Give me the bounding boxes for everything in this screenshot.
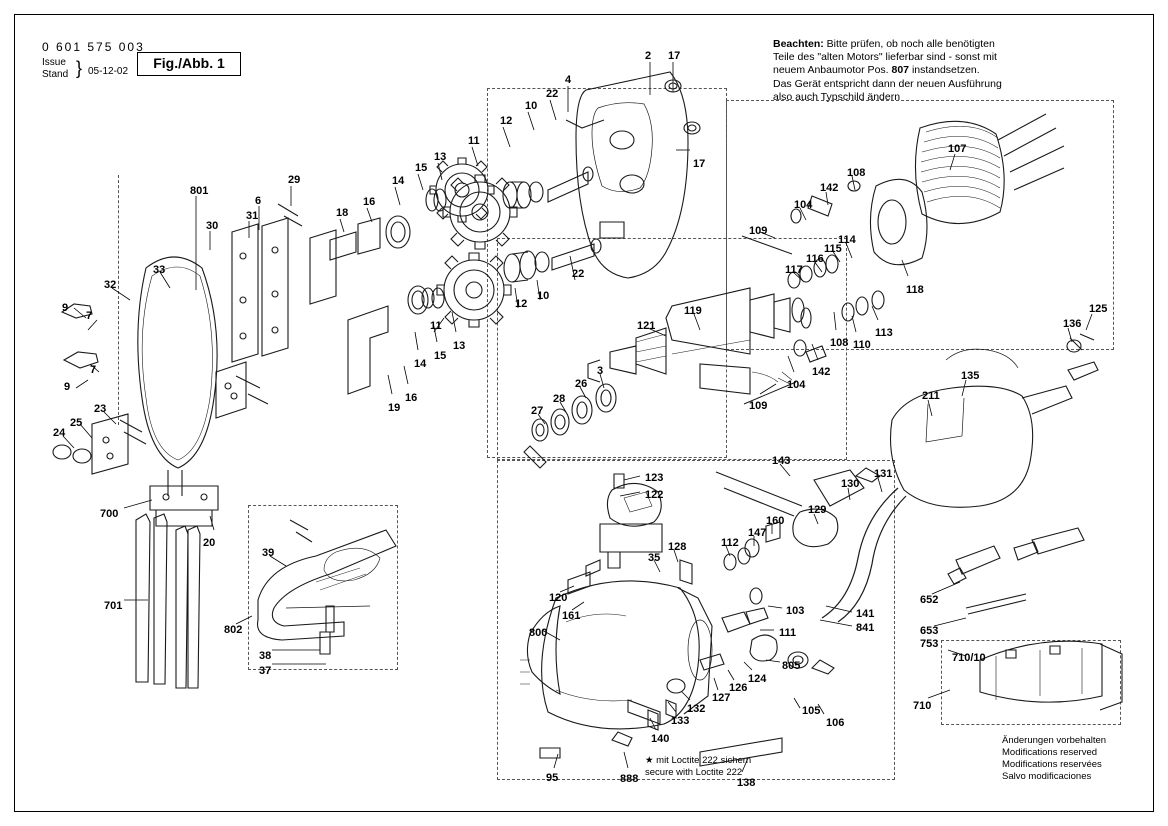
group-box-lower bbox=[497, 460, 895, 780]
part-number: 0 601 575 003 bbox=[42, 40, 145, 54]
callout-number: 106 bbox=[826, 717, 845, 729]
callout-number: 841 bbox=[856, 622, 875, 634]
group-box-left bbox=[118, 175, 119, 425]
callout-number: 10 bbox=[537, 290, 550, 302]
group-box-motor-upper bbox=[487, 88, 488, 458]
callout-number: 29 bbox=[288, 174, 301, 186]
callout-number: 109 bbox=[749, 400, 768, 412]
legal-notice: Änderungen vorbehalten Modifications reserved Modifications reservées Salvo modificaciones bbox=[1002, 735, 1107, 782]
callout-number: 11 bbox=[430, 320, 442, 332]
callout-number: 30 bbox=[206, 220, 219, 232]
callout-number: 136 bbox=[1063, 318, 1082, 330]
callout-number: 161 bbox=[562, 610, 581, 622]
callout-number: 121 bbox=[637, 320, 656, 332]
callout-number: 22 bbox=[572, 268, 585, 280]
callout-number: 16 bbox=[405, 392, 418, 404]
callout-number: 801 bbox=[190, 185, 209, 197]
callout-number: 710/10 bbox=[952, 652, 986, 664]
callout-number: 32 bbox=[104, 279, 117, 291]
callout-number: 110 bbox=[853, 339, 871, 351]
callout-number: 710 bbox=[913, 700, 932, 712]
callout-number: 211 bbox=[922, 390, 940, 402]
callout-number: 117 bbox=[785, 264, 803, 276]
callout-number: 14 bbox=[414, 358, 427, 370]
callout-number: 107 bbox=[948, 143, 967, 155]
callout-number: 6 bbox=[255, 195, 262, 207]
callout-number: 800 bbox=[529, 627, 548, 639]
callout-number: 26 bbox=[575, 378, 588, 390]
callout-number: 133 bbox=[671, 715, 690, 727]
callout-number: 35 bbox=[648, 552, 661, 564]
note-block: Beachten: Bitte prüfen, ob noch alle benötigten Teile des "alten Motors" lieferbar sind - sonst mit neuem Anbaumotor Pos. 807 instandsetzen. Das Gerät entspricht dann der neuen Ausführung also auch Typschild ändern bbox=[773, 38, 1002, 103]
callout-number: 104 bbox=[787, 379, 806, 391]
callout-number: 128 bbox=[668, 541, 687, 553]
callout-number: 103 bbox=[786, 605, 805, 617]
callout-number: 142 bbox=[812, 366, 831, 378]
callout-number: 124 bbox=[748, 673, 767, 685]
callout-number: 142 bbox=[820, 182, 839, 194]
callout-number: 802 bbox=[224, 624, 243, 636]
callout-number: 18 bbox=[336, 207, 349, 219]
callout-number: 28 bbox=[553, 393, 566, 405]
callout-number: 120 bbox=[549, 592, 568, 604]
callout-number: 12 bbox=[515, 298, 528, 310]
callout-number: 11 bbox=[468, 135, 480, 147]
callout-number: 7 bbox=[86, 310, 93, 322]
callout-number: 108 bbox=[830, 337, 849, 349]
callout-number: 700 bbox=[100, 508, 119, 520]
callout-number: 126 bbox=[729, 682, 748, 694]
callout-number: 129 bbox=[808, 504, 827, 516]
callout-number: 116 bbox=[806, 253, 824, 265]
callout-number: 652 bbox=[920, 594, 939, 606]
callout-number: 653 bbox=[920, 625, 939, 637]
callout-number: 25 bbox=[70, 417, 83, 429]
callout-number: 122 bbox=[645, 489, 664, 501]
callout-number: 135 bbox=[961, 370, 980, 382]
callout-number: 119 bbox=[684, 305, 702, 317]
issue-brace: } bbox=[76, 58, 83, 78]
callout-number: 24 bbox=[53, 427, 66, 439]
callout-number: 888 bbox=[620, 773, 639, 785]
callout-number: 19 bbox=[388, 402, 401, 414]
callout-number: 15 bbox=[434, 350, 447, 362]
callout-number: 143 bbox=[772, 455, 791, 467]
callout-number: 114 bbox=[838, 234, 856, 246]
callout-number: 112 bbox=[721, 537, 739, 549]
issue-date: 05-12-02 bbox=[88, 66, 129, 77]
callout-number: 17 bbox=[693, 158, 706, 170]
callout-number: 37 bbox=[259, 665, 272, 677]
callout-number: 33 bbox=[153, 264, 166, 276]
group-box-field bbox=[726, 100, 1114, 350]
callout-number: 109 bbox=[749, 225, 768, 237]
group-box-blades bbox=[248, 505, 398, 670]
callout-number: 131 bbox=[874, 468, 893, 480]
loctite-note: ★ mit Loctite 222 sichern secure with Loctite 222 bbox=[645, 755, 752, 778]
callout-number: 2 bbox=[645, 50, 652, 62]
callout-number: 141 bbox=[856, 608, 875, 620]
callout-number: 22 bbox=[546, 88, 559, 100]
callout-number: 7 bbox=[90, 364, 97, 376]
callout-number: 95 bbox=[546, 772, 559, 784]
callout-number: 3 bbox=[597, 365, 604, 377]
callout-number: 9 bbox=[62, 302, 69, 314]
callout-number: 12 bbox=[500, 115, 513, 127]
callout-number: 125 bbox=[1089, 303, 1108, 315]
callout-number: 16 bbox=[363, 196, 376, 208]
callout-number: 805 bbox=[782, 660, 801, 672]
callout-number: 15 bbox=[415, 162, 428, 174]
callout-number: 123 bbox=[645, 472, 664, 484]
callout-number: 27 bbox=[531, 405, 544, 417]
callout-number: 111 bbox=[779, 627, 797, 639]
callout-number: 140 bbox=[651, 733, 670, 745]
callout-number: 31 bbox=[246, 210, 259, 222]
callout-number: 17 bbox=[668, 50, 681, 62]
callout-number: 130 bbox=[841, 478, 860, 490]
callout-number: 138 bbox=[737, 777, 756, 789]
callout-number: 23 bbox=[94, 403, 107, 415]
callout-number: 113 bbox=[875, 327, 893, 339]
callout-number: 10 bbox=[525, 100, 538, 112]
callout-number: 127 bbox=[712, 692, 731, 704]
callout-number: 39 bbox=[262, 547, 275, 559]
figure-box: Fig./Abb. 1 bbox=[137, 52, 241, 76]
callout-number: 38 bbox=[259, 650, 272, 662]
callout-number: 753 bbox=[920, 638, 939, 650]
callout-number: 20 bbox=[203, 537, 216, 549]
callout-number: 132 bbox=[687, 703, 706, 715]
callout-number: 13 bbox=[434, 151, 447, 163]
callout-number: 108 bbox=[847, 167, 866, 179]
callout-number: 147 bbox=[748, 527, 767, 539]
callout-number: 13 bbox=[453, 340, 466, 352]
callout-number: 14 bbox=[392, 175, 405, 187]
callout-number: 160 bbox=[766, 515, 785, 527]
callout-number: 115 bbox=[824, 243, 842, 255]
callout-number: 9 bbox=[64, 381, 71, 393]
callout-number: 4 bbox=[565, 74, 572, 86]
callout-number: 105 bbox=[802, 705, 821, 717]
callout-number: 104 bbox=[794, 199, 813, 211]
issue-label: Issue Stand bbox=[42, 57, 69, 80]
note-lead: Beachten: bbox=[773, 38, 824, 50]
callout-number: 118 bbox=[906, 284, 924, 296]
callout-number: 701 bbox=[104, 600, 123, 612]
